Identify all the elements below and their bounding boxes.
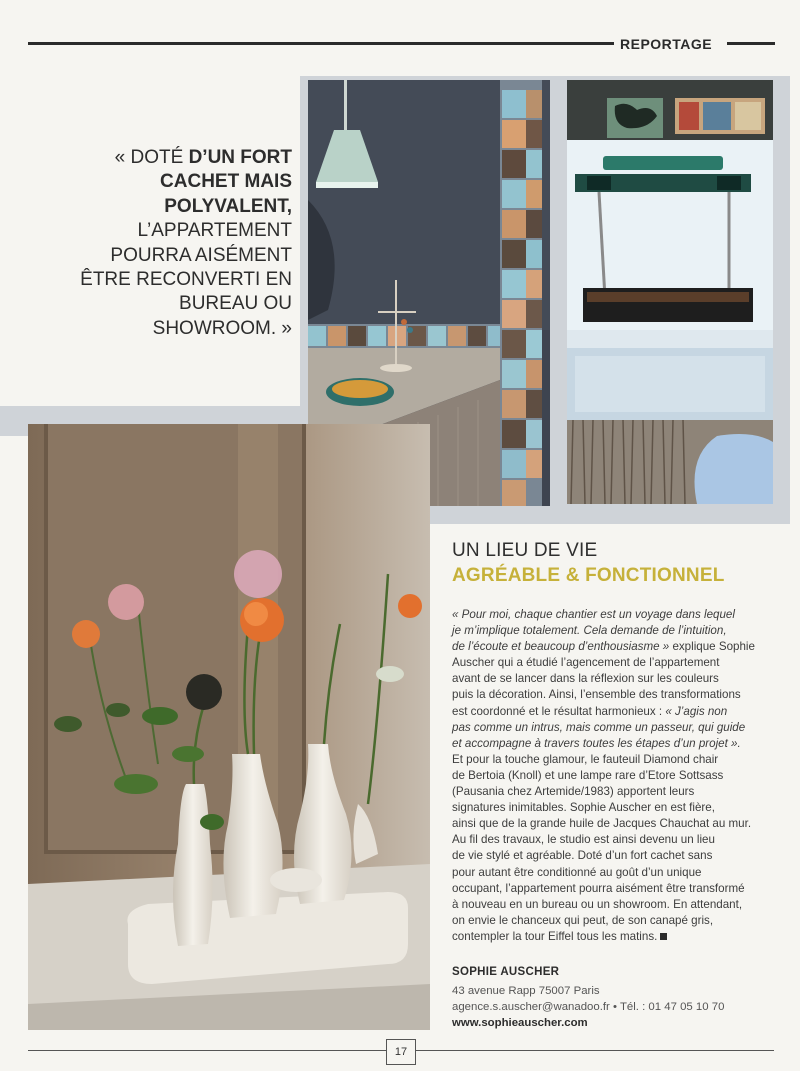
article-text: pour autant être conditionné au goût d’un unique bbox=[452, 865, 702, 879]
article-body bbox=[452, 607, 772, 945]
end-mark-icon bbox=[660, 933, 667, 940]
article-line bbox=[452, 655, 772, 671]
article-line bbox=[452, 816, 772, 832]
article-quote-text: et accompagne à travers toutes les étapes d’un projet ». bbox=[452, 736, 741, 750]
article-text: signatures inimitables. Sophie Auscher en est fière, bbox=[452, 801, 715, 815]
article-text: puis la décoration. Ainsi, l’ensemble des transformations bbox=[452, 688, 741, 702]
article-quote-text: de l’écoute et beaucoup d’enthousiasme » bbox=[452, 640, 670, 654]
footer-rule-right bbox=[414, 1050, 774, 1051]
article-headline-line1: UN LIEU DE VIE bbox=[452, 540, 598, 561]
article-line bbox=[452, 687, 772, 703]
article-text: Au fil des travaux, le studio est ainsi devenu un lieu bbox=[452, 833, 715, 847]
pull-quote-open: « DOTÉ bbox=[114, 147, 189, 168]
header-rule-left bbox=[28, 42, 614, 45]
pull-quote bbox=[70, 146, 292, 341]
article-text: est coordonné et le résultat harmonieux : bbox=[452, 704, 666, 718]
article-quote-text: « J’agis non bbox=[665, 704, 728, 718]
article-line bbox=[452, 784, 772, 800]
contact-name: SOPHIE AUSCHER bbox=[452, 966, 560, 978]
article-headline-line2: AGRÉABLE & FONCTIONNEL bbox=[452, 565, 725, 586]
article-text: de Bertoia (Knoll) et une lampe rare d’Etore Sottsass bbox=[452, 768, 724, 782]
article-line bbox=[452, 832, 772, 848]
contact-website[interactable]: www.sophieauscher.com bbox=[452, 1017, 588, 1029]
article-text: Auscher qui a étudié l’agencement de l’appartement bbox=[452, 656, 720, 670]
article-line bbox=[452, 720, 772, 736]
article-quote-text: je m’implique totalement. Cela demande de l’intuition, bbox=[452, 624, 727, 638]
article-text: occupant, l’appartement pourra aisément être transformé bbox=[452, 881, 745, 895]
article-quote-text: « Pour moi, chaque chantier est un voyage dans lequel bbox=[452, 608, 735, 621]
contact-email-phone: agence.s.auscher@wanadoo.fr • Tél. : 01 47 05 10 70 bbox=[452, 1001, 725, 1013]
article-line bbox=[452, 768, 772, 784]
article-line bbox=[452, 929, 772, 945]
article-line bbox=[452, 800, 772, 816]
contact-address: 43 avenue Rapp 75007 Paris bbox=[452, 985, 600, 997]
article-line bbox=[452, 913, 772, 929]
section-label: REPORTAGE bbox=[620, 36, 713, 52]
article-line bbox=[452, 607, 772, 623]
article-text: contempler la tour Eiffel tous les matins. bbox=[452, 929, 658, 943]
article-text: Et pour la touche glamour, le fauteuil Diamond chair bbox=[452, 752, 719, 766]
article-text: (Pausania chez Artemide/1983) apportent leurs bbox=[452, 785, 695, 799]
pull-quote-rest: L’APPARTEMENT POURRA AISÉMENT ÊTRE RECONVERTI EN BUREAU OU SHOWROOM. » bbox=[80, 220, 292, 339]
article-line bbox=[452, 704, 772, 720]
photo-desk-lamp bbox=[567, 80, 773, 504]
article-line bbox=[452, 848, 772, 864]
article-line bbox=[452, 897, 772, 913]
article-text: ainsi que de la grande huile de Jacques Chauchat au mur. bbox=[452, 817, 752, 831]
footer-rule-left bbox=[28, 1050, 386, 1051]
article-text: on envie le chanceux qui peut, de son canapé gris, bbox=[452, 913, 714, 927]
article-line bbox=[452, 881, 772, 897]
article-line bbox=[452, 623, 772, 639]
article-line bbox=[452, 752, 772, 768]
pull-quote-bold: D’UN FORT CACHET MAIS POLYVALENT, bbox=[160, 147, 292, 217]
article-text: avant de se lancer dans la réflexion sur les couleurs bbox=[452, 672, 719, 686]
article-text: de vie stylé et agréable. Doté d’un fort cachet sans bbox=[452, 849, 713, 863]
header-rule-right bbox=[727, 42, 775, 45]
article-line bbox=[452, 865, 772, 881]
article-text: explique Sophie bbox=[669, 640, 755, 654]
article-line bbox=[452, 736, 772, 752]
article-line bbox=[452, 671, 772, 687]
article-quote-text: pas comme un intrus, mais comme un passeur, qui guide bbox=[452, 720, 746, 734]
photo-white-vases bbox=[28, 424, 430, 1030]
article-text: à nouveau en un bureau ou un showroom. En attendant, bbox=[452, 897, 743, 911]
article-line bbox=[452, 639, 772, 655]
page-number: 17 bbox=[386, 1039, 416, 1065]
